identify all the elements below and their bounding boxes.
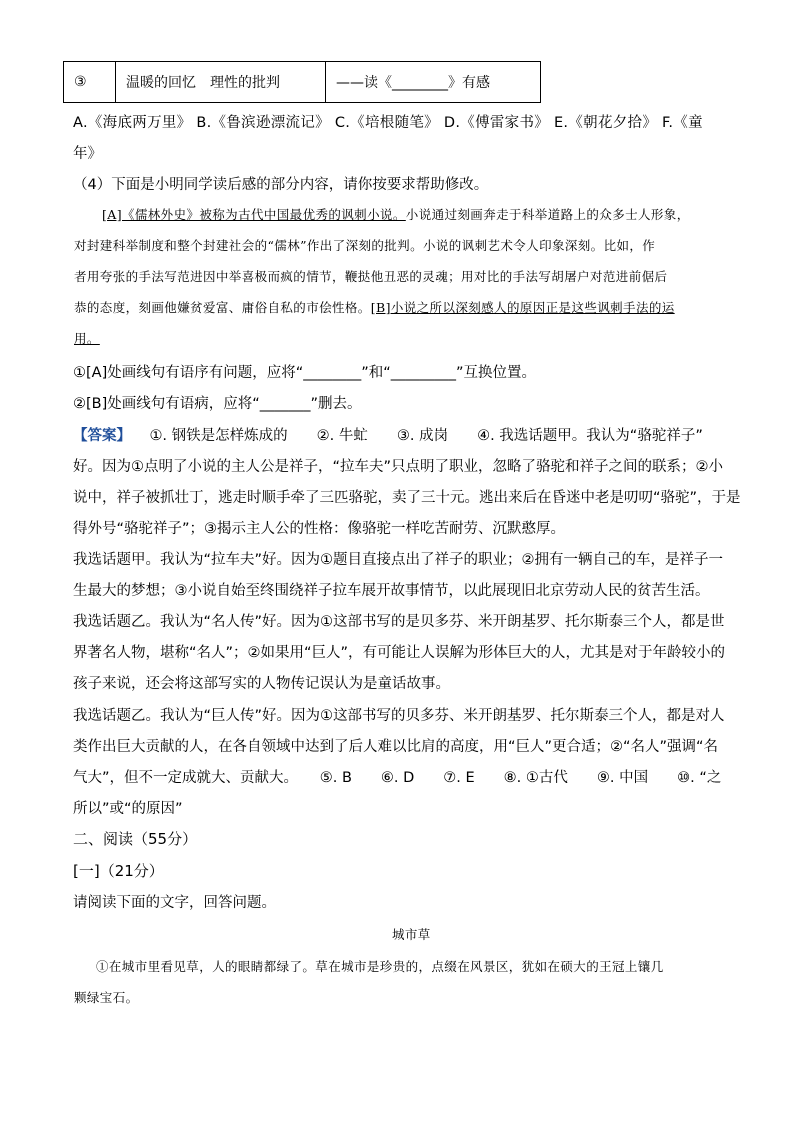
answer-line-7: 我选话题乙。我认为“名人传”好。因为①这部书写的是贝多芬、米开朗基罗、托尔斯泰三个人，都是世 — [73, 614, 725, 630]
row-number: ③ — [64, 62, 116, 103]
answer-line-5: 我选话题甲。我认为“拉车夫”好。因为①题目直接点出了祥子的职业；②拥有一辆自己的车，是祥子一 — [73, 552, 724, 568]
answer-line-10: 我选话题乙。我认为“巨人传”好。因为①这部书写的贝多芬、米开朗基罗、托尔斯泰三个人，都是对人 — [73, 708, 725, 724]
section-heading: 二、阅读（55分） — [73, 830, 198, 848]
part-heading: [一]（21分） — [73, 862, 164, 880]
row-title: ——读《________》有感 — [326, 62, 541, 103]
answer-line-11: 类作出巨大贡献的人，在各自领域中达到了后人难以比肩的高度，用“巨人”更合适；②“名人”强调“名 — [73, 739, 719, 755]
passage-sentence-b-end: 用。 — [74, 331, 100, 346]
sub-question-2: ②[B]处画线句有语病，应将“_______”删去。 — [73, 396, 362, 412]
answer-line-2: 好。因为①点明了小说的主人公是祥子，“拉车夫”只点明了职业，忽略了骆驼和祥子之间的联系；②小 — [73, 459, 724, 475]
passage-line-4 — [74, 298, 675, 316]
passage-sentence-a: [A]《儒林外史》被称为古代中国最优秀的讽刺小说。 — [102, 207, 406, 222]
passage-line-4-plain: 恭的态度，刻画他嫌贫爱富、庸俗自私的市侩性格。 — [74, 300, 371, 315]
sub-question-1: ①[A]处画线句有语序有问题，应将“________”和“_________”互换位置。 — [73, 365, 537, 381]
options-line-2: 年》 — [73, 146, 102, 162]
article-title: 城市草 — [392, 927, 431, 942]
answer-line-8: 界著名人物，堪称“名人”；②如果用“巨人”，有可能让人误解为形体巨大的人，尤其是对于年龄较小的 — [73, 645, 726, 661]
answer-label: 【答案】 — [73, 428, 131, 444]
answer-line-9: 孩子来说，还会将这部写实的人物传记误认为是童话故事。 — [73, 676, 450, 692]
answer-line-13: 所以”或“的原因” — [73, 801, 183, 817]
answer-line-1 — [73, 424, 703, 445]
answer-line-3: 说中，祥子被抓壮丁，逃走时顺手牵了三匹骆驼，卖了三十元。逃出来后在昏迷中老是叨叨“骆驼”，于是 — [73, 490, 741, 506]
table-row — [64, 62, 541, 103]
options-line-1: A.《海底两万里》 B.《鲁滨逊漂流记》 C.《培根随笔》 D.《傅雷家书》 E.《朝花夕拾》 F.《童 — [73, 115, 703, 131]
passage-line-1 — [102, 205, 690, 223]
answer-text-1: ①. 钢铁是怎样炼成的 ②. 牛虻 ③. 成岗 ④. 我选话题甲。我认为“骆驼祥子” — [149, 428, 703, 444]
question-4-intro: （4）下面是小明同学读后感的部分内容，请你按要求帮助修改。 — [73, 177, 489, 193]
passage-line-1-rest: 小说通过刻画奔走于科举道路上的众多士人形象， — [405, 207, 690, 222]
passage-line-2: 对封建科举制度和整个封建社会的“儒林”作出了深刻的批判。小说的讽刺艺术令人印象深刻。比如，作 — [74, 238, 656, 253]
answer-line-6: 生最大的梦想；③小说自始至终围绕祥子拉车展开故事情节，以此展现旧北京劳动人民的贫苦生活。 — [73, 583, 710, 599]
article-paragraph-1-line-2: 颗绿宝石。 — [74, 990, 139, 1005]
passage-line-3: 者用夸张的手法写范进因中举喜极而疯的情节，鞭挞他丑恶的灵魂；用对比的手法写胡屠户对范进前倨后 — [74, 269, 668, 284]
answer-line-4: 得外号“骆驼祥子”；③揭示主人公的性格：像骆驼一样吃苦耐劳、沉默憨厚。 — [73, 521, 566, 537]
options-table — [63, 61, 541, 103]
answer-line-12: 气大”，但不一定成就大、贡献大。 ⑤. B ⑥. D ⑦. E ⑧. ①古代 ⑨. 中国 ⑩. “之 — [73, 770, 722, 786]
row-theme: 温暖的回忆 理性的批判 — [116, 62, 326, 103]
reading-instruction: 请阅读下面的文字，回答问题。 — [73, 895, 276, 911]
article-paragraph-1-line-1: ①在城市里看见草，人的眼睛都绿了。草在城市是珍贵的，点缀在风景区，犹如在硕大的王冠上镶几 — [96, 959, 664, 974]
passage-line-5 — [74, 329, 100, 347]
passage-sentence-b: [B]小说之所以深刻感人的原因正是这些讽刺手法的运 — [370, 300, 675, 315]
